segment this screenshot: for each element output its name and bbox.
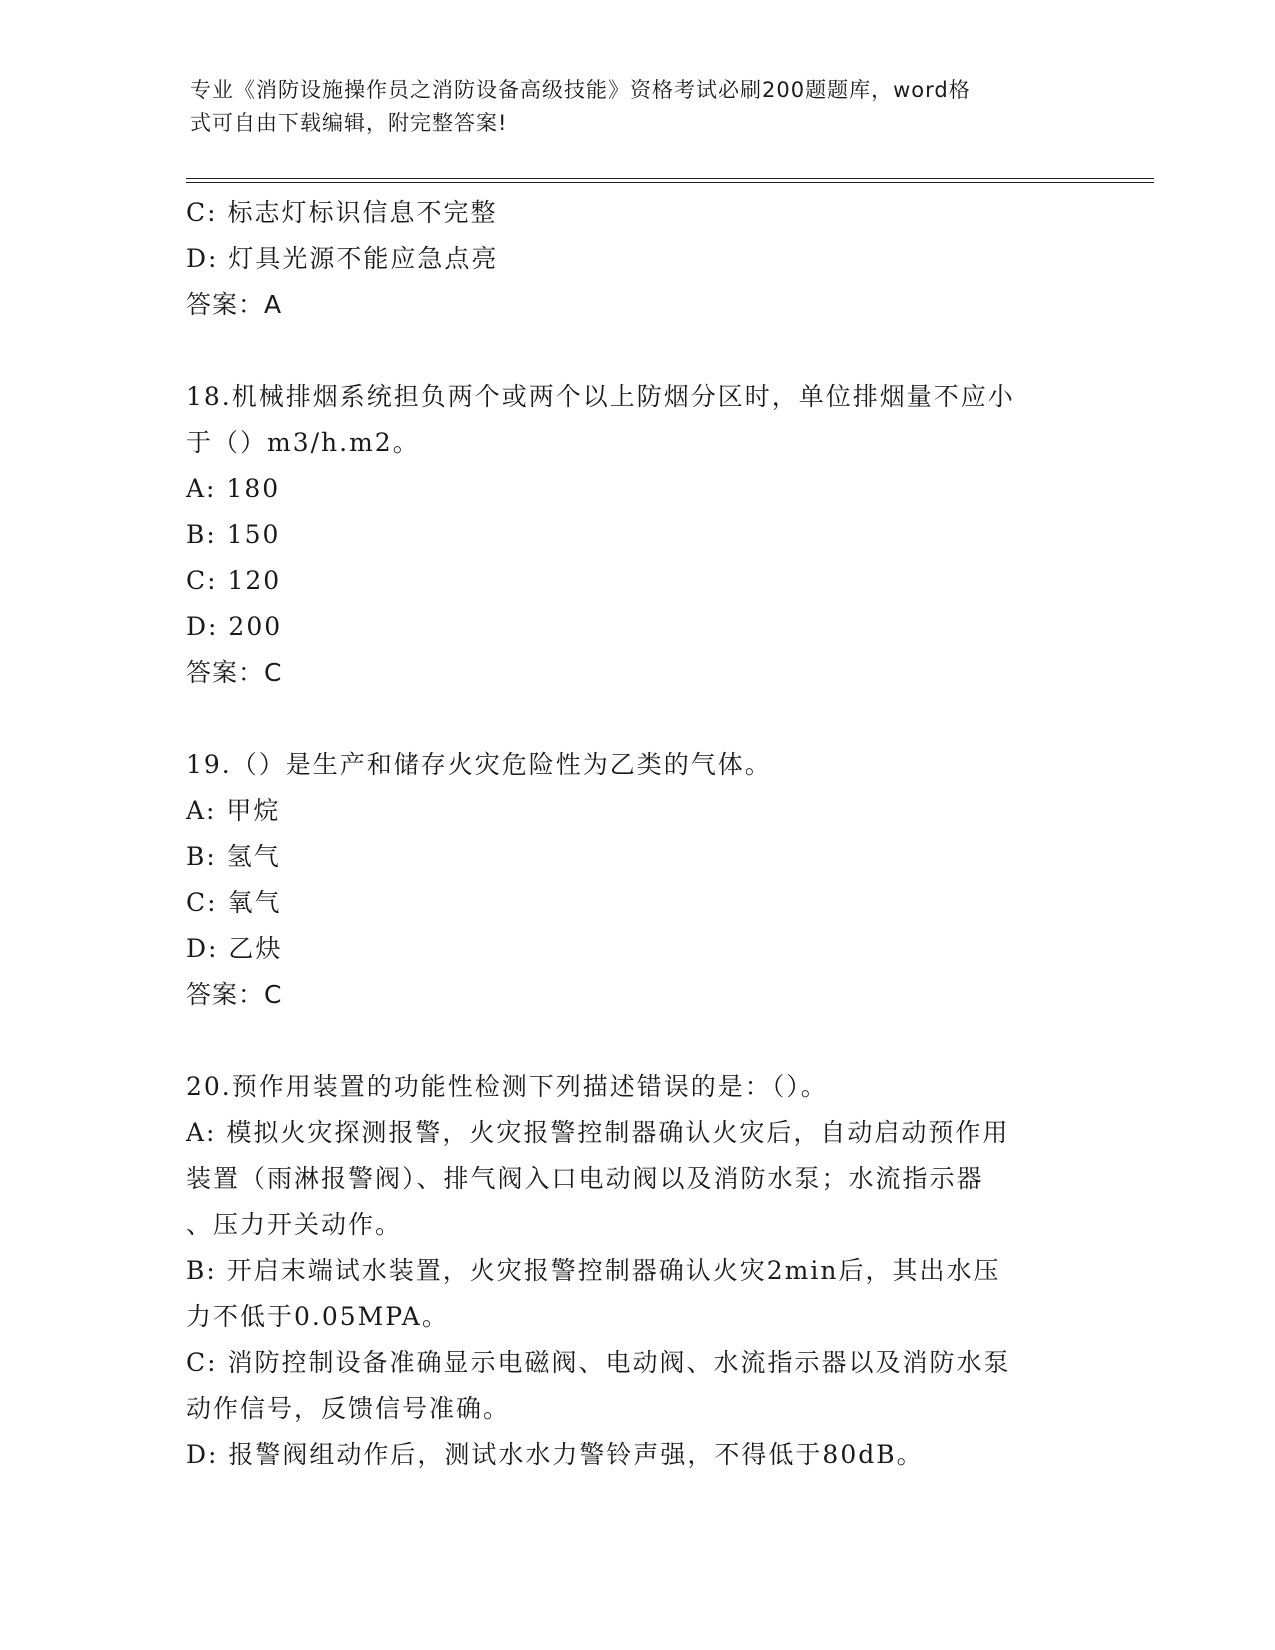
q18-stem-line-2: 于（）m3/h.m2。 <box>186 428 420 457</box>
q20-option-a-line-1: A: 模拟火灾探测报警，火灾报警控制器确认火灾后，自动启动预作用 <box>186 1118 1010 1147</box>
q20-option-d: D: 报警阀组动作后，测试水水力警铃声强，不得低于80dB。 <box>186 1440 924 1469</box>
page-header <box>190 74 1090 140</box>
header-title-line-1: 专业《消防设施操作员之消防设备高级技能》资格考试必刷200题题库，word格 <box>190 78 971 102</box>
q18-option-a: A: 180 <box>186 474 281 503</box>
q20-option-b-line-2: 力不低于0.05MPA。 <box>186 1302 449 1331</box>
question-20 <box>186 1064 1086 1478</box>
q17-answer: 答案：A <box>186 290 283 319</box>
q20-option-a-line-2: 装置（雨淋报警阀）、排气阀入口电动阀以及消防水泵；水流指示器 <box>186 1164 984 1193</box>
q19-stem: 19.（）是生产和储存火灾危险性为乙类的气体。 <box>186 750 772 779</box>
q18-option-d: D: 200 <box>186 612 283 641</box>
q19-option-a: A: 甲烷 <box>186 796 281 825</box>
question-content <box>186 190 1086 1478</box>
q20-option-a-line-3: 、压力开关动作。 <box>186 1210 403 1239</box>
q20-option-b-line-1: B: 开启末端试水装置，火灾报警控制器确认火灾2min后，其出水压 <box>186 1256 1001 1285</box>
q19-option-c: C: 氧气 <box>186 888 282 917</box>
spacer <box>186 1018 1086 1064</box>
header-title-line-2: 式可自由下载编辑，附完整答案! <box>190 111 508 135</box>
header-divider-bottom <box>186 182 1154 183</box>
question-19 <box>186 742 1086 1018</box>
q17-option-c: C: 标志灯标识信息不完整 <box>186 198 498 227</box>
spacer <box>186 328 1086 374</box>
q17-option-d: D: 灯具光源不能应急点亮 <box>186 244 499 273</box>
question-18 <box>186 374 1086 696</box>
header-divider-top <box>186 178 1154 179</box>
q18-option-c: C: 120 <box>186 566 282 595</box>
spacer <box>186 696 1086 742</box>
q20-stem: 20.预作用装置的功能性检测下列描述错误的是：（）。 <box>186 1072 828 1101</box>
q20-option-c-line-2: 动作信号，反馈信号准确。 <box>186 1394 511 1423</box>
q18-answer: 答案：C <box>186 658 283 687</box>
q20-option-c-line-1: C: 消防控制设备准确显示电磁阀、电动阀、水流指示器以及消防水泵 <box>186 1348 1011 1377</box>
q19-option-d: D: 乙炔 <box>186 934 283 963</box>
q18-stem-line-1: 18.机械排烟系统担负两个或两个以上防烟分区时，单位排烟量不应小 <box>186 382 1015 411</box>
q19-answer: 答案：C <box>186 980 283 1009</box>
question-17-tail <box>186 190 1086 328</box>
q19-option-b: B: 氢气 <box>186 842 281 871</box>
q18-option-b: B: 150 <box>186 520 281 549</box>
